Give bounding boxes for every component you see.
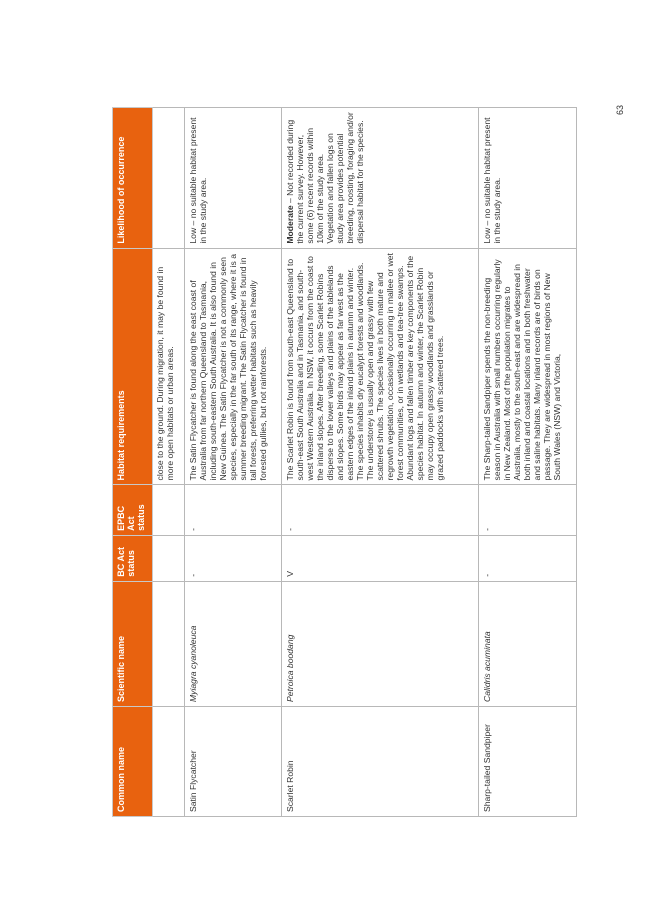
cell-common-name: Scarlet Robin: [282, 706, 479, 816]
cell-scientific-name: Petroica boodang: [282, 581, 479, 706]
cell-empty: [153, 581, 185, 706]
table-row: [185, 108, 282, 817]
cell-likelihood: [479, 108, 577, 249]
cell-empty: [153, 706, 185, 816]
cell-scientific-name: Myiagra cyanoleuca: [185, 581, 282, 706]
table-row: [282, 108, 479, 817]
cell-epbc-status: -: [185, 485, 282, 535]
likelihood-text: Low – no suitable habitat present in the study area.: [482, 117, 502, 244]
cell-habitat-continuation: close to the ground. During migration, it may be found in more open habitats or urban areas.: [153, 248, 185, 485]
cell-likelihood: [282, 108, 479, 249]
likelihood-text: – Not recorded during the current survey. However, some (6) recent records within 10km of the study area. Vegetation and fallen logs on study area provides potential breeding, roosting, foraging and/or dispersal habitat for the species.: [285, 112, 365, 244]
cell-empty: [153, 108, 185, 249]
cell-epbc-status: -: [479, 485, 577, 535]
cell-habitat: The Satin Flycatcher is found along the east coast of Australia from far northern Queensland to Tasmania, including south-eastern South Australia. It is also found in New Guinea. The Satin Flycatcher is not a commonly seen species, especially in the far south of its range, where it is a summer breeding migrant. The Satin Flycatcher is found in tall forests, preferring wetter habitats such as heavily forested gullies, but not rainforests.: [185, 248, 282, 485]
cell-habitat: The Scarlet Robin is found from south-east Queensland to south-east South Australia and in Tasmania, and south-west Western Australia. In NSW, it occurs from the coast to the inland slopes. After breeding, some Scarlet Robins disperse to the lower valleys and plains of the tablelands and slopes. Some birds may appear as far west as the eastern edges of the inland plains in autumn and winter. The species inhabits dry eucalypt forests and woodlands. The understorey is usually open and grassy with few scattered shrubs. The species lives in both mature and regrowth vegetation, occasionally occurring in mallee or wet forest communities, or in wetlands and tea-tree swamps. Abundant logs and fallen timber are key components of the species habitat. In autumn and winter, the Scarlet Robin may occupy open grassy woodlands and grasslands or grazed paddocks with scattered trees.: [282, 248, 479, 485]
likelihood-text: Low – no suitable habitat present in the study area.: [188, 117, 208, 244]
header-common-name: Common name: [113, 706, 153, 816]
threatened-species-table: [112, 107, 577, 817]
header-bc-act-status: BC Act status: [113, 535, 153, 581]
cell-common-name: Sharp-tailed Sandpiper: [479, 706, 577, 816]
cell-common-name: Satin Flycatcher: [185, 706, 282, 816]
cell-bc-status: V: [282, 535, 479, 581]
table-row: [479, 108, 577, 817]
header-epbc-act-status: EPBC Act status: [113, 485, 153, 535]
header-scientific-name: Scientific name: [113, 581, 153, 706]
cell-likelihood: [185, 108, 282, 249]
table-header-row: [113, 108, 153, 817]
rotated-page-content: [112, 107, 576, 817]
cell-empty: [153, 535, 185, 581]
cell-epbc-status: -: [282, 485, 479, 535]
likelihood-level: Moderate: [285, 205, 295, 244]
page-number: 63: [615, 105, 625, 116]
cell-scientific-name: Calidris acuminata: [479, 581, 577, 706]
cell-bc-status: -: [185, 535, 282, 581]
continuation-row: [153, 108, 185, 817]
header-likelihood: Likelihood of occurrence: [113, 108, 153, 249]
header-habitat-requirements: Habitat requirements: [113, 248, 153, 485]
cell-habitat: The Sharp-tailed Sandpiper spends the non-breeding season in Australia with small numbers occurring regularly in New Zealand. Most of the population migrates to Australia, mostly to the south-east and are widespread in both inland and coastal locations and in both freshwater and saline habitats. Many inland records are of birds on passage. They are widespread in most regions of New South Wales (NSW) and Victoria,: [479, 248, 577, 485]
cell-empty: [153, 485, 185, 535]
cell-bc-status: -: [479, 535, 577, 581]
